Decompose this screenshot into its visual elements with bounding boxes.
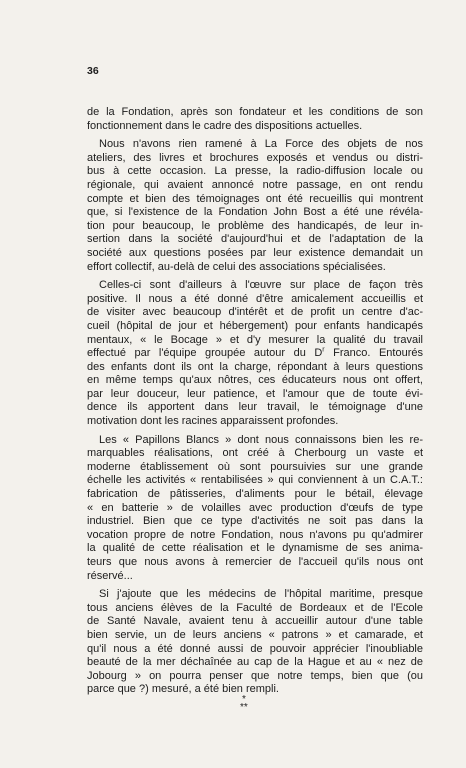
- text-line: bien servie, un de leurs anciens « patrons » et camarade, et: [87, 628, 423, 641]
- text-line: de la Fondation, après son fondateur et les conditions de son: [87, 106, 423, 118]
- text-line: beauté de la mer déchaînée au cap de la Hague et au « nez de: [87, 656, 423, 669]
- text-line: sertion dans la société d'aujourd'hui et de l'adaptation de la: [87, 233, 423, 246]
- text-line: régionale, qui avaient annoncé notre passage, en ont rendu: [87, 178, 423, 191]
- text-line: réservé...: [87, 569, 133, 582]
- text-line: en même temps qu'aux nôtres, ces éducateurs nous ont offert,: [87, 374, 423, 387]
- text-line: moderne établissement où sont poursuivies sur une grande: [87, 460, 423, 473]
- paragraph-4: [87, 434, 423, 584]
- paragraph-2: [87, 138, 423, 274]
- section-break-asterism: [240, 696, 248, 712]
- superscript-r: r: [322, 346, 325, 354]
- text-line: fabrication de pâtisseries, d'aliments pour le bétail, élevage: [87, 488, 423, 501]
- text-line: parce que ?) mesuré, a été bien rempli.: [87, 683, 279, 696]
- text-line: la qualité de cette réalisation et le dynamisme de ses anima-: [87, 542, 423, 555]
- text-line: mentaux, « le Bocage » et d'y mesurer la qualité du travail: [87, 333, 423, 346]
- page-number: 36: [87, 65, 99, 77]
- text-line: Nous n'avons rien ramené à La Force des objets de nos: [99, 138, 423, 151]
- text-line: qu'il nous a été donné aussi de pouvoir apprécier l'inoubliable: [87, 642, 423, 655]
- text-line: des enfants dont ils ont la charge, répondant à leurs questions: [87, 360, 423, 373]
- paragraph-1: [87, 106, 423, 133]
- text-line: compte et bien des témoignages ont été recueillis qui montrent: [87, 192, 423, 205]
- text-line: marquables réalisations, ont créé à Cherbourg un vaste et: [87, 447, 423, 460]
- text-line: Les « Papillons Blancs » dont nous connaissons bien les re-: [99, 433, 423, 446]
- text-line: industriel. Bien que ce type d'activités ne soit pas dans la: [87, 515, 423, 528]
- text-line: que, si l'existence de la Fondation John Bost a été une révéla-: [87, 206, 423, 219]
- body-text: [87, 106, 423, 705]
- text-fragment: Franco. Entourés: [324, 347, 423, 360]
- text-line: effort collectif, au-delà de celui des associations spécialisées.: [87, 260, 386, 273]
- text-line: vocation propre de notre Fondation, nous n'avons pu qu'admirer: [87, 528, 423, 541]
- text-line: échelle les activités « rentabilisées » qui conviennent à un C.A.T.:: [87, 474, 423, 487]
- text-line: Si j'ajoute que les médecins de l'hôpital maritime, presque: [99, 588, 423, 601]
- text-line: ateliers, des livres et brochures exposés et vendus ou distri-: [87, 151, 423, 164]
- text-line: cueil (hôpital de jour et hébergement) pour enfants handicapés: [87, 319, 423, 332]
- text-line: [87, 347, 423, 361]
- text-line: tous anciens élèves de la Faculté de Bordeaux et de l'Ecole: [87, 601, 423, 614]
- text-line: de Santé Navale, avaient tenu à accueillir autour d'une table: [87, 615, 423, 628]
- paragraph-5: [87, 588, 423, 697]
- text-line: par leur douceur, leur patience, et l'amour que de toute évi-: [87, 387, 423, 400]
- text-line: Jobourg » on pourra penser que notre temps, bien que (ou: [87, 669, 423, 682]
- text-line: tion pour beaucoup, le problème des handicapés, de leur in-: [87, 219, 423, 232]
- text-line: fonctionnement dans le cadre des dispositions actuelles.: [87, 119, 363, 132]
- text-line: de visiter avec beaucoup d'intérêt et de profit un centre d'ac-: [87, 306, 423, 319]
- text-line: teurs que nous avons à remercier de l'accueil qu'ils nous ont: [87, 556, 423, 568]
- asterism-bottom-stars: **: [240, 702, 248, 713]
- paragraph-3: [87, 279, 423, 429]
- text-line: société aux questions posées par leur existence demandait un: [87, 246, 423, 259]
- text-line: Celles-ci sont d'ailleurs à l'œuvre sur place de façon très: [99, 279, 423, 292]
- asterism-top-star: *: [241, 694, 246, 705]
- text-line: positive. Il nous a été donné d'être amicalement accueillis et: [87, 292, 423, 305]
- text-line: bus à cette occasion. La presse, la radio-diffusion locale ou: [87, 165, 423, 178]
- text-fragment: effectué par l'équipe groupée autour du D: [87, 347, 323, 360]
- text-line: « en batterie » de volailles avec production d'œufs de type: [87, 501, 423, 514]
- text-line: motivation dont les racines apparaissent profondes.: [87, 415, 339, 428]
- text-line: dence ils apportent dans leur travail, le témoignage d'une: [87, 401, 423, 414]
